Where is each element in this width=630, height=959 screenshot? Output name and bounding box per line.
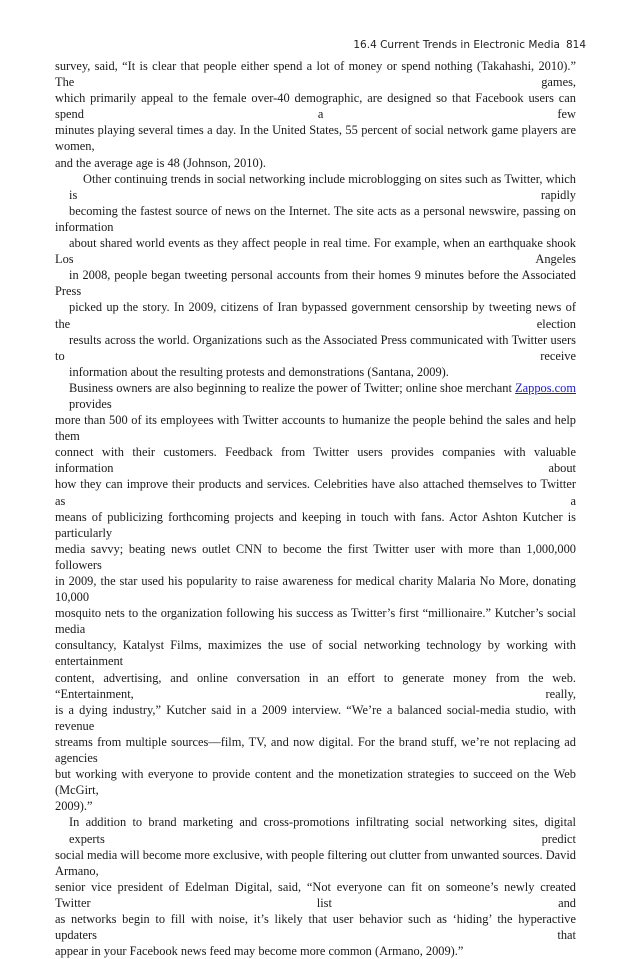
- text-run: provides: [69, 396, 112, 411]
- text-line: consultancy, Katalyst Films, maximizes the use of social networking technology by working with entertainment: [55, 638, 576, 669]
- text-line: media savvy; beating news outlet CNN to become the first Twitter user with more than 1,000,000 followers: [55, 541, 576, 572]
- text-line: means of publicizing forthcoming projects and keeping in touch with fans. Actor Ashton Kutcher is particularly: [55, 509, 576, 540]
- text-line: and the average age is 48 (Johnson, 2010).: [55, 155, 266, 170]
- text-line: streams from multiple sources—film, TV, and now digital. For the brand stuff, we’re not replacing ad agencies: [55, 734, 576, 766]
- text-line: senior vice president of Edelman Digital, said, “Not everyone can fit on someone’s newly created Twitter list and: [55, 879, 576, 910]
- text-line: more than 500 of its employees with Twitter accounts to humanize the people behind the sales and help them: [55, 413, 576, 444]
- text-line: appear in your Facebook news feed may become more common (Armano, 2009).”: [55, 944, 464, 959]
- text-line: in 2008, people began tweeting personal accounts from their homes 9 minutes before the Associated Press: [55, 268, 576, 299]
- text-run: Business owners are also beginning to realize the power of Twitter; online shoe merchant: [69, 380, 516, 395]
- text-line: but working with everyone to provide content and the monetization strategies to succeed on the Web (McGirt,: [55, 767, 576, 798]
- text-line: social media will become more exclusive, with people filtering out clutter from unwanted sources. David Armano,: [55, 847, 576, 878]
- text-line: is a dying industry,” Kutcher said in a 2009 interview. “We’re a balanced social-media studio, with revenue: [55, 702, 576, 733]
- body-text: [55, 58, 576, 959]
- page-number: 814: [565, 39, 586, 51]
- text-line: becoming the fastest source of news on the Internet. The site acts as a personal newswire, passing on information: [55, 203, 576, 234]
- text-line: In addition to brand marketing and cross-promotions infiltrating social networking sites, digital experts predict: [69, 815, 576, 846]
- text-line: results across the world. Organizations such as the Associated Press communicated with Twitter users to receive: [55, 332, 576, 363]
- text-line: in 2009, the star used his popularity to raise awareness for medical charity Malaria No More, donating 10,000: [55, 574, 576, 605]
- text-line: which primarily appeal to the female over-40 demographic, are designed so that Facebook users can spend a few: [55, 91, 576, 122]
- paragraph: [55, 380, 576, 815]
- text-line: about shared world events as they affect people in real time. For example, when an earthquake shook Los Angeles: [55, 236, 576, 267]
- running-header: [353, 39, 586, 51]
- paragraph: [55, 814, 576, 959]
- section-title: 16.4 Current Trends in Electronic Media: [353, 39, 560, 51]
- paragraph: [55, 58, 576, 171]
- zappos-link[interactable]: Zappos.com: [515, 380, 576, 395]
- text-line: picked up the story. In 2009, citizens of Iran bypassed government censorship by tweeting news of the election: [55, 300, 576, 331]
- text-line: [55, 380, 576, 412]
- text-line: mosquito nets to the organization following his success as Twitter’s first “millionaire.” Kutcher’s social media: [55, 606, 576, 637]
- text-line: 2009).”: [55, 799, 93, 814]
- text-line: minutes playing several times a day. In the United States, 55 percent of social network game players are women,: [55, 123, 576, 154]
- text-line: Other continuing trends in social networking include microblogging on sites such as Twitter, which is rapidly: [69, 171, 576, 202]
- text-line: as networks begin to fill with noise, it’s likely that user behavior such as ‘hiding’ the hyperactive updaters that: [55, 911, 576, 943]
- paragraph: [55, 171, 576, 380]
- text-line: how they can improve their products and services. Celebrities have also attached themselves to Twitter as a: [55, 477, 576, 508]
- text-line: survey, said, “It is clear that people either spend a lot of money or spend nothing (Takahashi, 2010).” The games,: [55, 59, 576, 90]
- text-line: content, advertising, and online conversation in an effort to generate money from the web. “Entertainment, really,: [55, 670, 576, 701]
- text-line: information about the resulting protests and demonstrations (Santana, 2009).: [69, 364, 449, 379]
- text-line: connect with their customers. Feedback from Twitter users provides companies with valuable information about: [55, 445, 576, 476]
